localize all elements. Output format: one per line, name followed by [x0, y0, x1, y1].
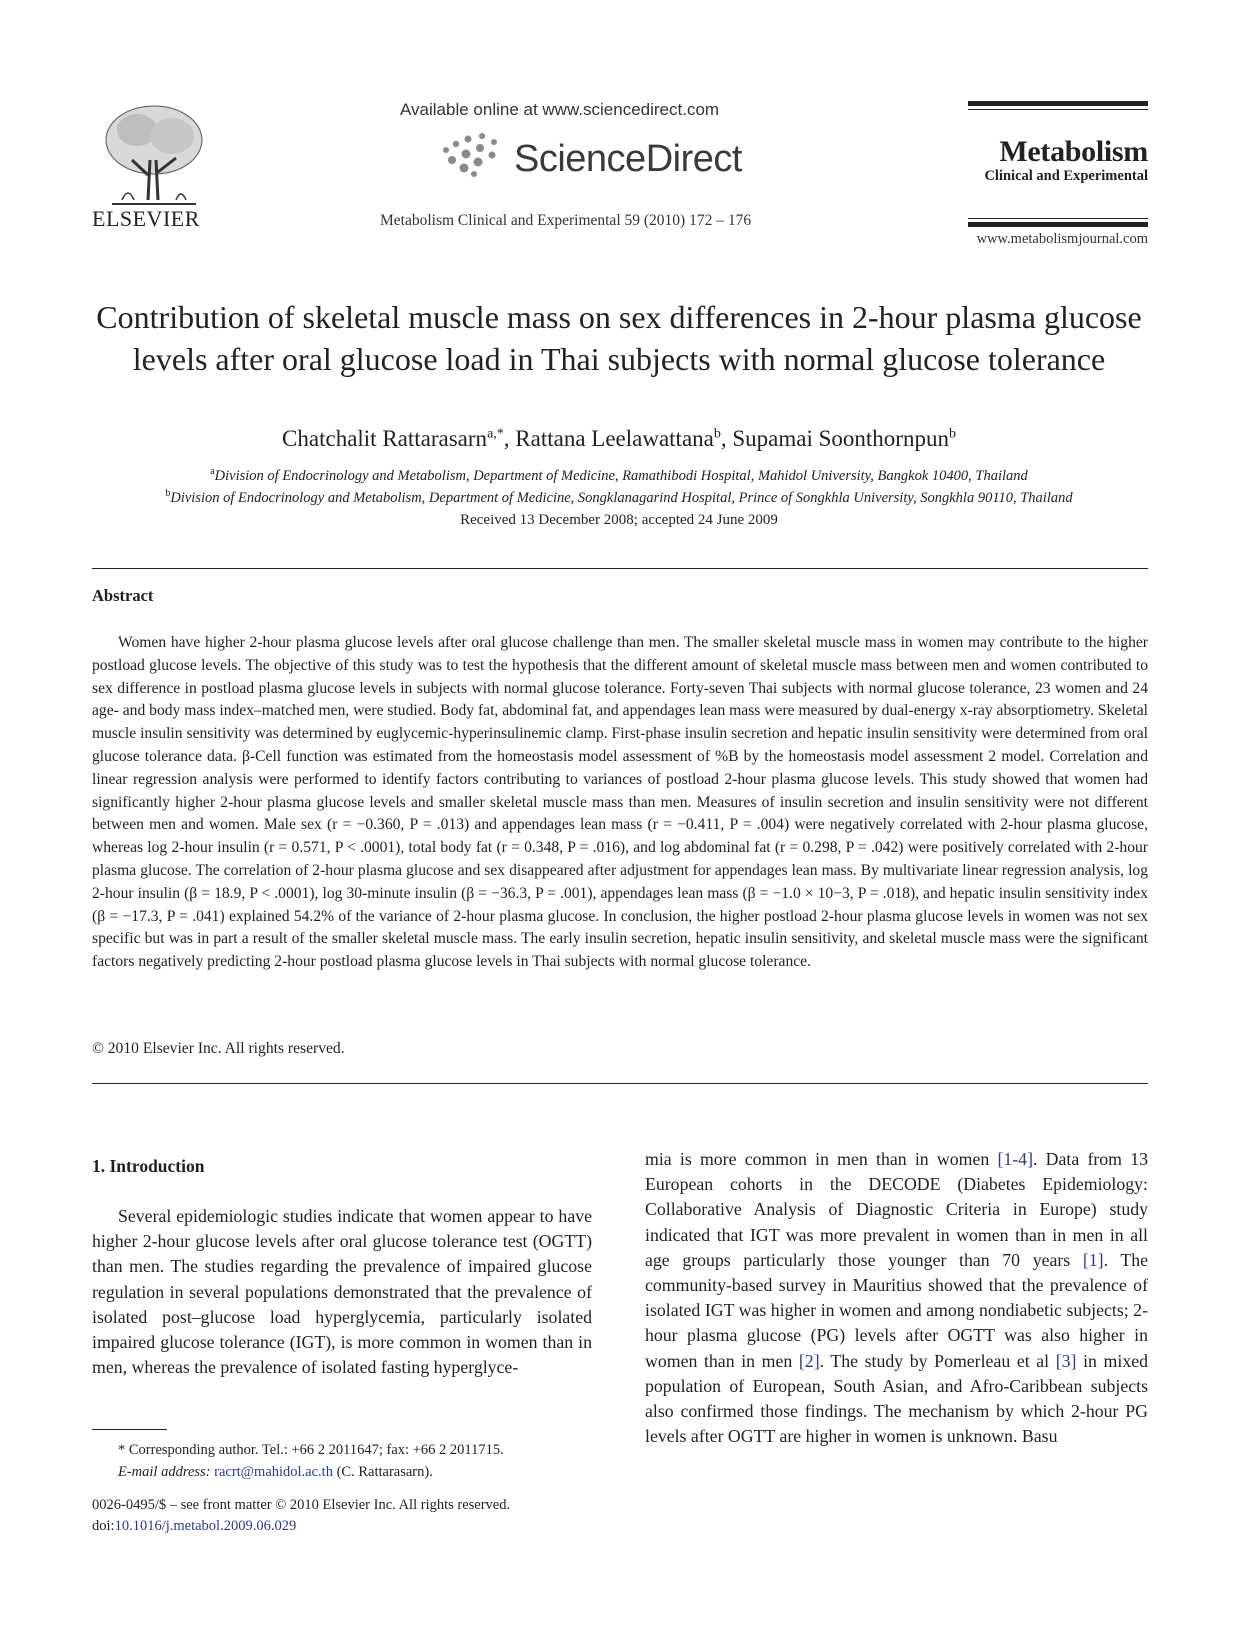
article-title: Contribution of skeletal muscle mass on sex differences in 2-hour plasma glucose levels after oral glucose load in Thai subjects with normal glucose tolerance	[96, 299, 1142, 377]
journal-citation: Metabolism Clinical and Experimental 59 (2010) 172 – 176	[380, 212, 752, 229]
journal-name: Metabolism	[999, 135, 1148, 168]
front-matter	[92, 1495, 612, 1537]
doi-link[interactable]: 10.1016/j.metabol.2009.06.029	[114, 1518, 297, 1534]
header-rule-top-thick	[968, 101, 1148, 106]
affiliation-mark: a	[210, 466, 215, 477]
header-rule-bottom-thick	[968, 222, 1148, 227]
citation-link[interactable]: [1-4]	[997, 1149, 1033, 1169]
body-text: . The community-based survey in Mauritius showed that the prevalence of isolated IGT was higher in women and among nondiabetic subjects; 2-hour plasma glucose (PG) levels after OGTT was also higher in women than in men	[645, 1249, 1149, 1371]
email-label: E-mail address:	[118, 1464, 211, 1480]
affiliation-a	[80, 466, 1158, 485]
abstract-text: Women have higher 2-hour plasma glucose levels after oral glucose challenge than men. The smaller skeletal muscle mass in women may contribute to the higher postload glucose levels. The objective of this study was to test the hypothesis that the different amount of skeletal muscle mass between men and women contributed to sex difference in postload plasma glucose levels in subjects with normal glucose tolerance. Forty-seven Thai subjects with normal glucose tolerance, 23 women and 24 age- and body mass index–matched men, were studied. Body fat, abdominal fat, and appendages lean mass were measured by dual-energy x-ray absorptiometry. Skeletal muscle insulin sensitivity was determined by euglycemic-hyperinsulinemic clamp. First-phase insulin secretion and hepatic insulin sensitivity were determined from oral glucose tolerance data. β-Cell function was estimated from the homeostasis model assessment of %B by the homeostasis model assessment 2 model. Correlation and linear regression analysis were performed to identify factors contributing to variances of postload 2-hour plasma glucose levels. This study showed that women had significantly higher 2-hour plasma glucose levels and smaller skeletal muscle mass than men. Measures of insulin secretion and insulin sensitivity were not different between men and women. Male sex (r = −0.360, P = .013) and appendages lean mass (r = −0.411, P = .004) were negatively correlated with 2-hour plasma glucose, whereas log 2-hour insulin (r = 0.571, P < .0001), total body fat (r = 0.348, P = .016), and log abdominal fat (r = 0.298, P = .042) were positively correlated with 2-hour plasma glucose. The correlation of 2-hour plasma glucose and sex disappeared after adjustment for appendages lean mass. By multivariate linear regression analysis, log 2-hour insulin (β = 18.9, P < .0001), log 30-minute insulin (β = −36.3, P = .001), appendages lean mass (β = −1.0 × 10−3, P = .018), and hepatic insulin sensitivity index (β = −17.3, P = .041) explained 54.2% of the variance of 2-hour plasma glucose. In conclusion, the higher postload 2-hour plasma glucose levels in women was not sex specific but was in part a result of the smaller skeletal muscle mass. The early insulin secretion, hepatic insulin sensitivity, and skeletal muscle mass were the significant factors negatively predicting 2-hour postload plasma glucose levels in Thai subjects with normal glucose tolerance.	[92, 634, 1148, 971]
intro-paragraph-right	[645, 1147, 1148, 1449]
author-name: Rattana Leelawattana	[515, 426, 714, 451]
citation-link[interactable]: [3]	[1055, 1350, 1077, 1371]
email-suffix: (C. Rattarasarn).	[332, 1464, 433, 1480]
intro-paragraph-left: Several epidemiologic studies indicate that women appear to have higher 2-hour glucose levels after oral glucose tolerance test (OGTT) than men. The studies regarding the prevalence of impaired glucose regulation in several populations demonstrated that the prevalence of isolated post–glucose load hyperglycemia, particularly isolated impaired glucose tolerance (IGT), is more common in women than in men, whereas the prevalence of isolated fasting hyperglyce-	[92, 1206, 592, 1378]
journal-url[interactable]: www.metabolismjournal.com	[976, 231, 1148, 247]
affiliation-text: Division of Endocrinology and Metabolism, Department of Medicine, Ramathibodi Hospital, Mahidol University, Bangkok 10400, Thailand	[214, 467, 1028, 484]
author-affil-mark: b	[948, 426, 956, 442]
email-note	[92, 1462, 618, 1483]
front-matter-text: 0026-0495/$ – see front matter © 2010 Elsevier Inc. All rights reserved.	[92, 1497, 511, 1513]
affiliation-text: Division of Endocrinology and Metabolism, Department of Medicine, Songklanagarind Hospital, Prince of Songkhla University, Songkhla 90110, Thailand	[170, 489, 1073, 506]
header-rule-top-thin	[968, 109, 1148, 110]
author-affil-mark: a,*	[487, 426, 504, 442]
abstract-copyright: © 2010 Elsevier Inc. All rights reserved.	[92, 1040, 345, 1057]
citation-link[interactable]: [1]	[1082, 1249, 1104, 1270]
footnote-rule	[92, 1429, 167, 1430]
sciencedirect-logo: ScienceDirect	[514, 138, 742, 180]
doi-label: doi:	[92, 1518, 115, 1534]
received-dates: Received 13 December 2008; accepted 24 June 2009	[460, 512, 778, 528]
author-name: Supamai Soonthornpun	[732, 426, 949, 451]
body-text: in mixed population of European, South Asian, and Afro-Caribbean subjects also confirmed those findings. The mechanism by which 2-hour PG levels after OGTT are higher in women is unknown. Basu	[645, 1350, 1148, 1447]
header-rule-bottom-thin	[968, 218, 1148, 219]
corresponding-author-note: * Corresponding author. Tel.: +66 2 2011647; fax: +66 2 2011715.	[118, 1442, 504, 1458]
affiliation-b	[80, 488, 1158, 507]
elsevier-tree-icon	[92, 100, 210, 210]
body-text: . The study by Pomerleau et al	[819, 1350, 1056, 1371]
journal-subtitle: Clinical and Experimental	[984, 168, 1148, 184]
email-link[interactable]: racrt@mahidol.ac.th	[214, 1464, 333, 1480]
abstract-top-rule	[92, 568, 1148, 569]
author-name: Chatchalit Rattarasarn	[282, 426, 488, 451]
body-text: . Data from 13 European cohorts in the DECODE (Diabetes Epidemiology: Collaborative Analysis of Diagnostic Criteria in Europe) study indicated that IGT was more prevalent in women than in men in all age groups particularly those younger than 70 years	[645, 1149, 1148, 1270]
section-heading-introduction: 1. Introduction	[92, 1156, 205, 1176]
body-text: mia is more common in men than in women	[645, 1149, 998, 1169]
citation-link[interactable]: [2]	[798, 1350, 820, 1371]
author-list	[80, 426, 1158, 452]
author-separator: ,	[503, 426, 516, 451]
available-online-text: Available online at www.sciencedirect.com	[400, 100, 720, 119]
affiliation-mark: b	[165, 488, 171, 499]
author-affil-mark: b	[713, 426, 721, 442]
author-separator: ,	[720, 426, 733, 451]
abstract-bottom-rule	[92, 1083, 1148, 1084]
elsevier-logo-text: ELSEVIER	[92, 206, 200, 231]
abstract-heading: Abstract	[92, 586, 154, 605]
